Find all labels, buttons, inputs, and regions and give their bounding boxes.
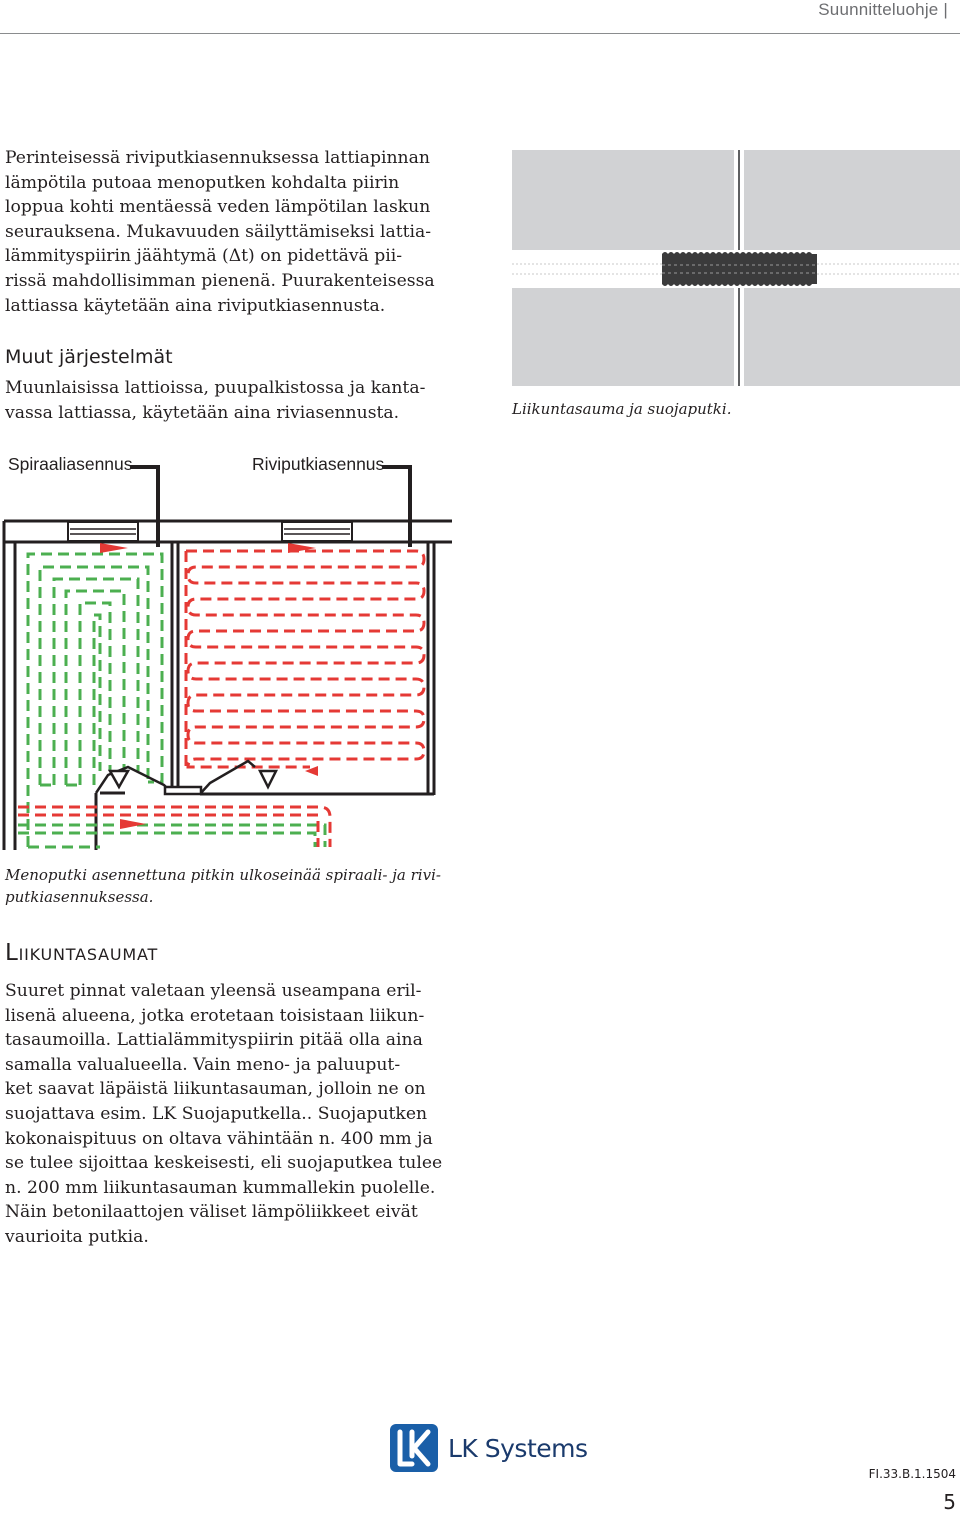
movement-joints-line: suojattava esim. LK Suojaputkella.. Suojaputken <box>5 1103 428 1124</box>
movement-joints-line: Näin betonilaattojen väliset lämpöliikkeet eivät <box>5 1202 418 1223</box>
other-systems-paragraph <box>5 376 450 425</box>
concrete-slab <box>744 150 960 250</box>
layout-diagram-caption <box>5 864 450 908</box>
intro-line: lattiassa käytetään aina riviputkiasennusta. <box>5 295 386 316</box>
pipe-layout-diagram <box>0 455 452 850</box>
movement-joints-line: lisenä alueena, jotka erotetaan toisistaan liikun- <box>5 1005 425 1026</box>
page-number: 5 <box>943 1490 956 1514</box>
intro-line: rissä mahdollisimman pienenä. Puurakenteisessa <box>5 270 435 291</box>
joint-figure-caption: Liikuntasauma ja suojaputki. <box>512 400 732 418</box>
intro-line: Perinteisessä riviputkiasennuksessa lattiapinnan <box>5 148 430 168</box>
movement-joints-line: Suuret pinnat valetaan yleensä useampana eril- <box>5 981 422 1001</box>
movement-joints-heading: Liikuntasaumat <box>5 940 159 966</box>
caption-line: Menoputki asennettuna pitkin ulkoseinää spiraali- ja rivi- <box>5 866 441 884</box>
movement-joints-line: vaurioita putkia. <box>5 1226 149 1247</box>
row-label-leader <box>382 467 410 547</box>
concrete-slab <box>512 288 734 386</box>
header-title: Suunnitteluohje | <box>818 0 948 19</box>
intro-line: lämmityspiirin jäähtymä (Δt) on pidettävä pii- <box>5 246 403 267</box>
room-walls <box>4 521 452 850</box>
document-code: FI.33.B.1.1504 <box>868 1467 956 1481</box>
header-divider <box>0 33 960 34</box>
concrete-slab <box>744 288 960 386</box>
movement-joint-figure <box>512 150 960 386</box>
other-systems-line: Muunlaisissa lattioissa, puupalkistossa ja kanta- <box>5 378 426 398</box>
caption-line: putkiasennuksessa. <box>5 888 154 906</box>
movement-joints-line: kokonaispituus on oltava vähintään n. 400 mm ja <box>5 1128 433 1149</box>
door-thresholds <box>68 522 352 541</box>
other-systems-heading: Muut järjestelmät <box>5 346 173 368</box>
logo-wordmark: LK Systems <box>448 1433 588 1463</box>
movement-joints-line: n. 200 mm liikuntasauman kummallekin puolelle. <box>5 1177 436 1198</box>
movement-joints-line: se tulee sijoittaa keskeisesti, eli suojaputkea tulee <box>5 1153 443 1174</box>
movement-joints-line: ket saavat läpäistä liikuntasauman, jolloin ne on <box>5 1079 426 1100</box>
protective-pipe <box>662 252 817 286</box>
intro-line: lämpötila putoaa menoputken kohdalta piirin <box>5 172 400 193</box>
other-systems-line: vassa lattiassa, käytetään aina riviasennusta. <box>5 402 400 423</box>
intro-paragraph <box>5 146 450 318</box>
lk-logo-mark <box>390 1424 438 1472</box>
movement-joints-line: samalla valualueella. Vain meno- ja paluuput- <box>5 1054 401 1075</box>
intro-line: seurauksena. Mukavuuden säilyttämiseksi lattia- <box>5 221 432 242</box>
intro-line: loppua kohti mentäessä veden lämpötilan laskun <box>5 197 431 218</box>
row-layout-label: Riviputkiasennus <box>252 454 385 474</box>
movement-joints-line: tasaumoilla. Lattialämmityspiirin pitää olla aina <box>5 1030 423 1051</box>
movement-joints-paragraph <box>5 979 450 1250</box>
lk-systems-logo <box>390 1424 588 1472</box>
flow-direction-arrows <box>100 543 318 829</box>
spiral-layout-label: Spiraaliasennus <box>8 454 133 474</box>
concrete-slab <box>512 150 734 250</box>
